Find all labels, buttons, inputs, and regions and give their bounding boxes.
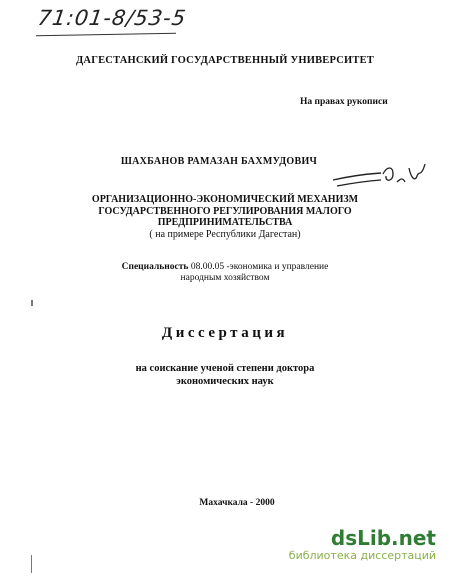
title-line-3: ПРЕДПРИНИМАТЕЛЬСТВА: [157, 217, 293, 228]
handwritten-signature: [331, 156, 431, 190]
university-name: ДАГЕСТАНСКИЙ ГОСУДАРСТВЕННЫЙ УНИВЕРСИТЕТ: [76, 55, 374, 66]
degree-line-1: на соискание ученой степени доктора: [135, 363, 315, 374]
handwritten-underline: [36, 33, 176, 36]
specialty: [0, 262, 450, 284]
specialty-line-2: народным хозяйством: [180, 273, 270, 283]
author-name: ШАХБАНОВ РАМАЗАН БАХМУДОВИЧ: [120, 156, 318, 167]
degree-info: [0, 362, 450, 388]
title-subtitle: ( на примере Республики Дагестан): [149, 228, 301, 240]
title-line-2: ГОСУДАРСТВЕННОГО РЕГУЛИРОВАНИЯ МАЛОГО: [98, 205, 352, 217]
document-type: Диссертация: [161, 325, 289, 341]
watermark-logo: dsLib.net: [330, 526, 436, 550]
dslib-watermark: [289, 527, 436, 563]
scan-mark: [31, 555, 32, 573]
dissertation-title: [0, 194, 450, 240]
title-line-1: ОРГАНИЗАЦИОННО-ЭКОНОМИЧЕСКИЙ МЕХАНИЗМ: [91, 194, 359, 205]
place-and-year: Махачкала - 2000: [199, 498, 275, 508]
watermark-subtitle: библиотека диссертаций: [288, 549, 436, 562]
manuscript-rights-note: На правах рукописи: [300, 97, 388, 107]
specialty-code: 08.00.05 -экономика и управление: [188, 262, 329, 272]
specialty-label: Специальность: [121, 262, 189, 272]
handwritten-catalog-code: 71:01-8/53-5: [36, 6, 188, 30]
degree-line-2: экономических наук: [176, 376, 274, 387]
scan-mark: [31, 300, 33, 306]
